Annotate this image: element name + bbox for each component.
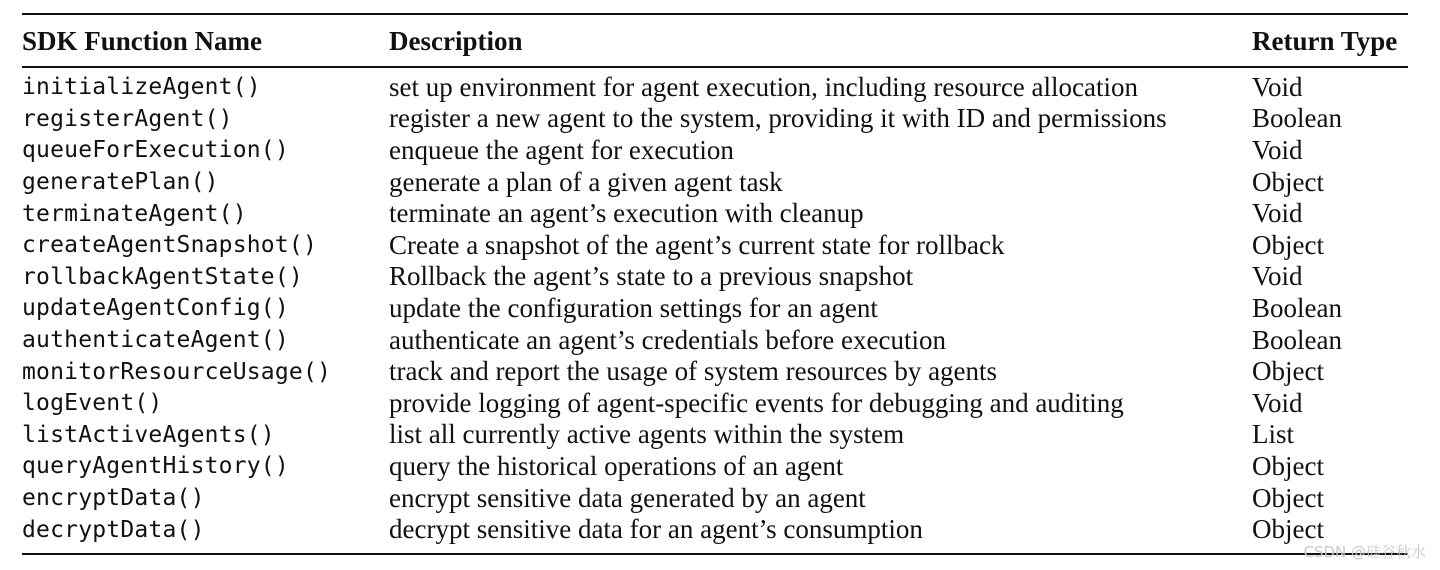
function-name-cell: terminateAgent() — [22, 200, 247, 227]
return-type-cell: Void — [1252, 134, 1303, 165]
table-row — [22, 198, 1408, 230]
table-row — [22, 356, 1408, 388]
function-name-cell: encryptData() — [22, 485, 205, 512]
function-name-cell: createAgentSnapshot() — [22, 232, 317, 259]
return-type-cell: Object — [1252, 482, 1324, 513]
description-cell: decrypt sensitive data for an agent’s consumption — [389, 514, 923, 545]
table-row — [22, 135, 1408, 167]
description-cell: track and report the usage of system resources by agents — [389, 356, 998, 387]
return-type-cell: Boolean — [1252, 324, 1342, 355]
return-type-cell: Void — [1252, 387, 1303, 418]
function-name-cell: generatePlan() — [22, 169, 219, 196]
function-name-cell: decryptData() — [22, 516, 205, 543]
description-cell: authenticate an agent’s credentials before execution — [389, 324, 946, 355]
function-name-cell: listActiveAgents() — [22, 421, 275, 448]
header-row — [22, 15, 1408, 57]
table-row — [22, 387, 1408, 419]
description-cell: provide logging of agent-specific events for debugging and auditing — [389, 387, 1124, 418]
function-name-cell: updateAgentConfig() — [22, 295, 289, 322]
function-name-cell: queueForExecution() — [22, 137, 289, 164]
sdk-function-table — [22, 13, 1408, 555]
return-type-cell: Object — [1252, 356, 1324, 387]
function-name-cell: authenticateAgent() — [22, 327, 289, 354]
function-name-cell: rollbackAgentState() — [22, 263, 303, 290]
table-row — [22, 514, 1408, 546]
bottom-rule — [22, 553, 1408, 555]
watermark: CSDN @硅谷秋水 — [1303, 543, 1426, 561]
function-name-cell: logEvent() — [22, 390, 163, 417]
description-cell: generate a plan of a given agent task — [389, 166, 783, 197]
table-row — [22, 103, 1408, 135]
function-name-cell: registerAgent() — [22, 105, 233, 132]
table-row — [22, 261, 1408, 293]
header-function-name: SDK Function Name — [22, 26, 263, 56]
return-type-cell: Void — [1252, 261, 1303, 292]
return-type-cell: Boolean — [1252, 292, 1342, 323]
function-name-cell: queryAgentHistory() — [22, 453, 289, 480]
description-cell: enqueue the agent for execution — [389, 134, 734, 165]
description-cell: query the historical operations of an agent — [389, 450, 844, 481]
description-cell: list all currently active agents within the system — [389, 419, 905, 450]
header-return-type: Return Type — [1252, 26, 1398, 56]
table-row — [22, 451, 1408, 483]
description-cell: Rollback the agent’s state to a previous snapshot — [389, 261, 914, 292]
description-cell: set up environment for agent execution, including resource allocation — [389, 71, 1138, 102]
header-rule — [22, 66, 1408, 68]
table-row — [22, 229, 1408, 261]
table-row — [22, 324, 1408, 356]
table — [22, 15, 1408, 57]
table-body-rows — [22, 72, 1408, 546]
function-name-cell: initializeAgent() — [22, 74, 261, 101]
description-cell: update the configuration settings for an agent — [389, 292, 878, 323]
description-cell: encrypt sensitive data generated by an agent — [389, 482, 866, 513]
description-cell: terminate an agent’s execution with cleanup — [389, 198, 864, 229]
table-row — [22, 419, 1408, 451]
description-cell: Create a snapshot of the agent’s current state for rollback — [389, 229, 1005, 260]
header-description: Description — [389, 26, 523, 56]
return-type-cell: Void — [1252, 198, 1303, 229]
return-type-cell: Object — [1252, 450, 1324, 481]
function-name-cell: monitorResourceUsage() — [22, 358, 332, 385]
table-row — [22, 482, 1408, 514]
return-type-cell: Object — [1252, 166, 1324, 197]
table-row — [22, 166, 1408, 198]
table-row — [22, 72, 1408, 104]
table-row — [22, 293, 1408, 325]
return-type-cell: Boolean — [1252, 103, 1342, 134]
return-type-cell: Object — [1252, 514, 1324, 545]
return-type-cell: Void — [1252, 71, 1303, 102]
table-body — [22, 72, 1408, 546]
description-cell: register a new agent to the system, providing it with ID and permissions — [389, 103, 1167, 134]
return-type-cell: List — [1252, 419, 1295, 450]
return-type-cell: Object — [1252, 229, 1324, 260]
